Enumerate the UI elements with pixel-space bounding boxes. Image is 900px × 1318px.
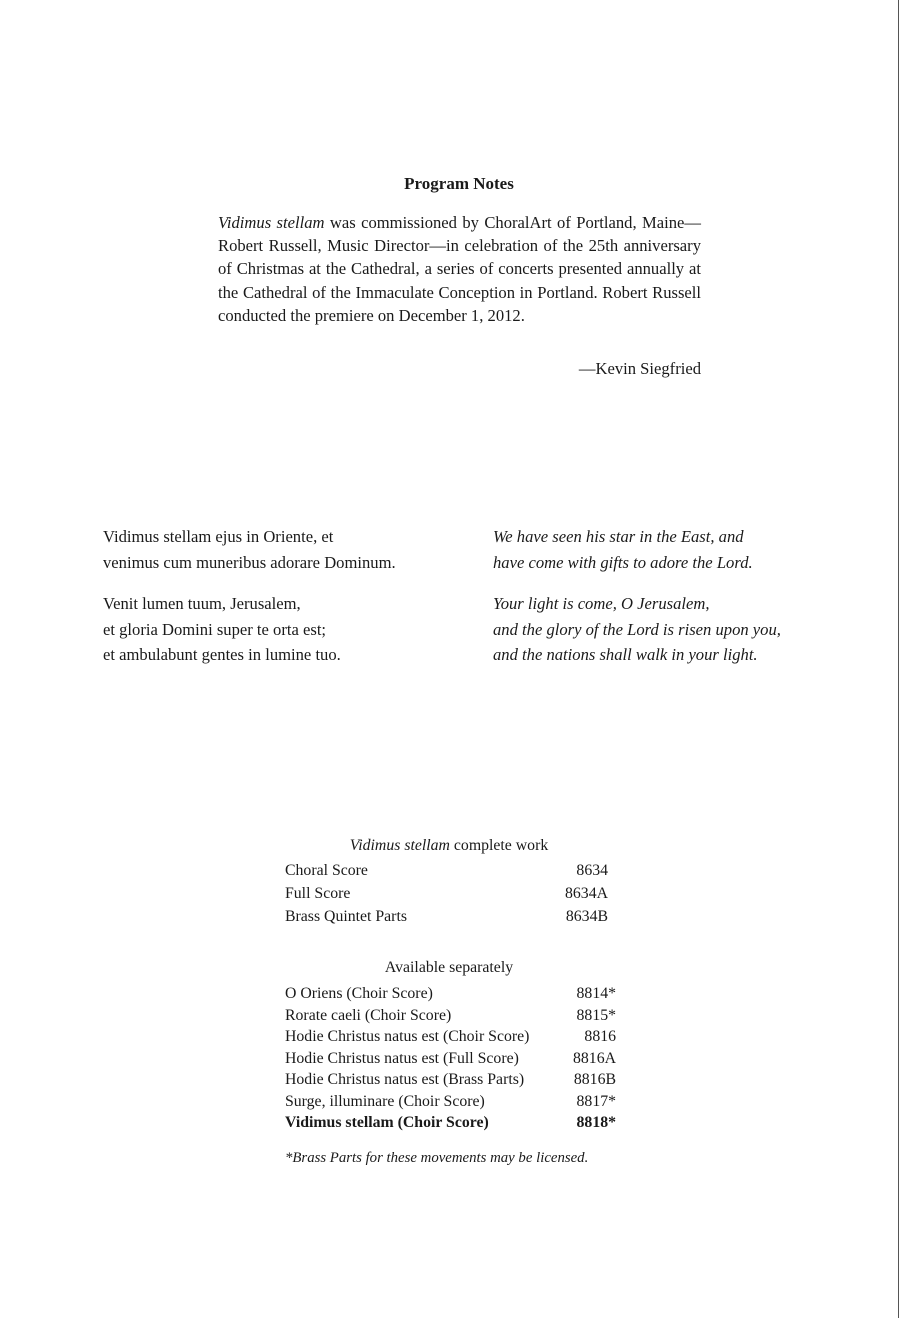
catalog-item-number: 8816A	[573, 1049, 617, 1067]
catalog-row	[285, 1069, 616, 1091]
latin-line: Vidimus stellam ejus in Oriente, et	[103, 527, 334, 546]
catalog-row	[285, 1048, 616, 1070]
available-separately-heading: Available separately	[384, 959, 514, 976]
complete-work-heading-rest: complete work	[449, 837, 549, 854]
catalog-item-title: Vidimus stellam (Choir Score)	[285, 1114, 489, 1131]
complete-work-table	[285, 859, 608, 928]
catalog-row	[285, 983, 616, 1005]
catalog-item-number: 8634A	[565, 885, 609, 902]
english-stanza-2	[493, 591, 893, 668]
latin-line: et ambulabunt gentes in lumine tuo.	[103, 645, 341, 664]
latin-line: Venit lumen tuum, Jerusalem,	[103, 594, 301, 613]
catalog-row-highlighted	[285, 1112, 616, 1134]
program-notes-title: Program Notes	[404, 174, 514, 193]
catalog-item-number: 8815*	[576, 1006, 617, 1024]
catalog-row	[285, 859, 608, 882]
page-edge-line	[898, 0, 899, 1318]
catalog-item-number: 8634	[576, 862, 609, 879]
brass-parts-footnote: *Brass Parts for these movements may be licensed.	[285, 1150, 589, 1166]
english-line: and the glory of the Lord is risen upon you,	[493, 619, 781, 639]
program-notes-text: was commissioned by ChoralArt of Portland, Maine—Robert Russell, Music Director—in celebration of the 25th anniversary of Christmas at the Cathedral, a series of concerts presented annually at the Cathedral of the Immaculate Conception in Portland. Robert Russell conducted the premiere on December 1, 2012.	[218, 213, 701, 325]
catalog-item-number: 8814*	[576, 985, 617, 1002]
catalog-item-title: Rorate caeli (Choir Score)	[285, 1006, 452, 1024]
available-separately-table	[285, 983, 616, 1134]
english-line: and the nations shall walk in your light.	[493, 645, 758, 664]
catalog-item-title: Choral Score	[285, 862, 368, 879]
latin-stanza-2	[103, 591, 483, 668]
english-line: have come with gifts to adore the Lord.	[493, 552, 753, 572]
catalog-item-title: Surge, illuminare (Choir Score)	[285, 1092, 485, 1110]
catalog-row	[285, 1005, 616, 1027]
program-notes-body	[218, 211, 701, 327]
catalog-item-title: Brass Quintet Parts	[285, 908, 407, 925]
catalog-item-number: 8817*	[576, 1092, 617, 1110]
english-line: Your light is come, O Jerusalem,	[493, 594, 710, 613]
complete-work-heading	[280, 837, 618, 855]
english-stanza-1	[493, 524, 893, 575]
catalog-item-title: Hodie Christus natus est (Brass Parts)	[285, 1071, 525, 1088]
catalog-row	[285, 905, 608, 928]
program-notes-work-title: Vidimus stellam	[218, 213, 325, 232]
catalog-item-number: 8818*	[576, 1114, 617, 1131]
catalog-item-title: Hodie Christus natus est (Choir Score)	[285, 1028, 530, 1045]
catalog-item-number: 8816	[584, 1028, 617, 1045]
catalog-item-title: O Oriens (Choir Score)	[285, 985, 433, 1002]
catalog-item-number: 8634B	[565, 908, 609, 925]
latin-line: venimus cum muneribus adorare Dominum.	[103, 552, 396, 572]
program-notes-signature: —Kevin Siegfried	[578, 359, 701, 378]
latin-stanza-1	[103, 524, 483, 575]
latin-line: et gloria Domini super te orta est;	[103, 619, 327, 639]
catalog-row	[285, 1091, 616, 1113]
english-line: We have seen his star in the East, and	[493, 527, 744, 546]
catalog-row	[285, 882, 608, 905]
complete-work-heading-title: Vidimus stellam	[349, 837, 450, 854]
catalog-item-title: Hodie Christus natus est (Full Score)	[285, 1049, 519, 1067]
catalog-item-title: Full Score	[285, 885, 351, 902]
catalog-item-number: 8816B	[573, 1071, 617, 1088]
catalog-row	[285, 1026, 616, 1048]
